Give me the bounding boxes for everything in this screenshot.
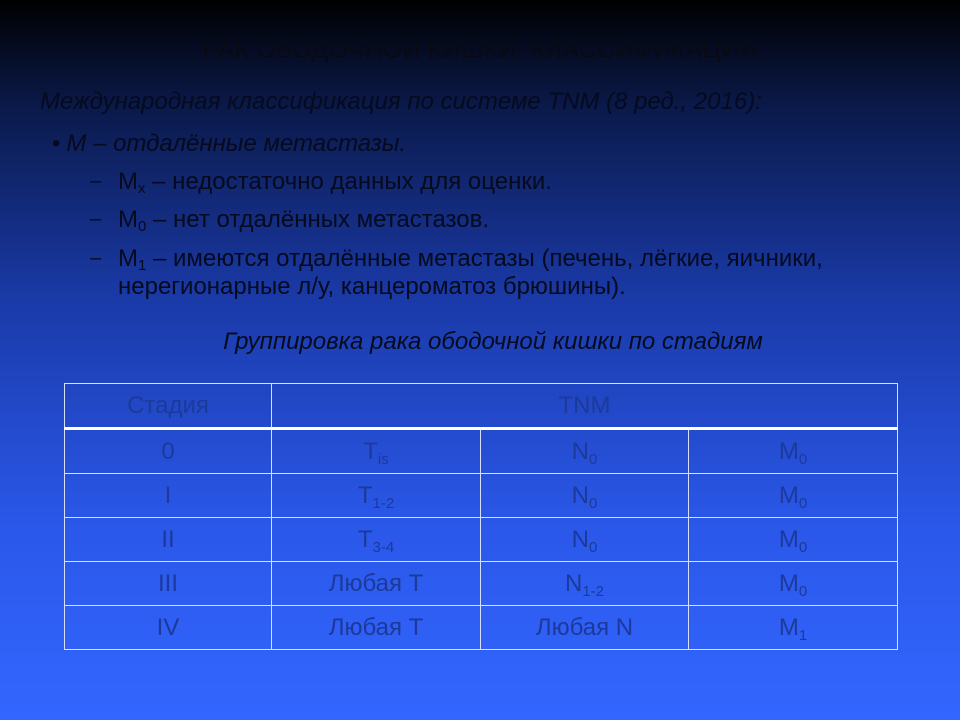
n-cell: $N_{1-2}$ (481, 562, 689, 606)
t-cell: Любая T (272, 606, 481, 650)
category-subscript: 0 (138, 218, 147, 236)
stage-cell: I (65, 474, 272, 518)
stage-cell: II (65, 518, 272, 562)
category-description: – имеются отдалённые метастазы (печень, лёгкие, яичники, нерегионарные л/у, канцероматоз брюшины). (118, 244, 823, 300)
table-header-row (65, 384, 898, 429)
staging-table (64, 383, 898, 650)
bullet-text: M – отдалённые метастазы. (66, 130, 407, 157)
category-subscript: x (138, 180, 146, 197)
t-cell: Любая T (272, 562, 481, 606)
n-cell: Любая N (481, 606, 689, 650)
staging-heading: Группировка рака ободочной кишки по стадиям (223, 328, 763, 355)
category-code: M (118, 168, 138, 195)
n-cell: $N_0$ (481, 518, 689, 562)
stage-cell: III (65, 562, 272, 606)
m-cell: $M_0$ (689, 518, 898, 562)
list-item (90, 206, 890, 234)
dash-marker: – (90, 170, 102, 192)
bullet-m (52, 130, 406, 158)
slide-title: РАК ОБОДОЧНОЙ КИШКИ. КЛАССИФИКАЦИЯ (202, 36, 758, 64)
t-cell: $T_{is}$ (272, 429, 481, 474)
classification-subtitle: Международная классификация по системе TNM (8 ред., 2016): (40, 88, 762, 115)
category-code: M (118, 244, 138, 272)
table-row (65, 518, 898, 562)
category-description: – недостаточно данных для оценки. (145, 168, 552, 195)
n-cell: $N_0$ (481, 474, 689, 518)
table-row (65, 606, 898, 650)
dash-marker: – (90, 246, 102, 269)
t-cell: $T_{3-4}$ (272, 518, 481, 562)
category-description: – нет отдалённых метастазов. (146, 206, 490, 234)
category-subscript: 1 (138, 256, 147, 274)
m-cell: $M_0$ (689, 562, 898, 606)
list-item (90, 168, 890, 196)
table-row (65, 429, 898, 474)
stage-cell: 0 (65, 429, 272, 474)
m-cell: $M_1$ (689, 606, 898, 650)
t-cell: $T_{1-2}$ (272, 474, 481, 518)
m-cell: $M_0$ (689, 429, 898, 474)
dash-marker: – (90, 208, 102, 231)
m-categories-list (90, 168, 890, 311)
n-cell: $N_0$ (481, 429, 689, 474)
list-item (90, 245, 890, 302)
bullet-marker: • (52, 130, 61, 157)
table-row (65, 474, 898, 518)
m-cell: $M_0$ (689, 474, 898, 518)
table-row (65, 562, 898, 606)
header-stage: Стадия (65, 384, 272, 429)
stage-cell: IV (65, 606, 272, 650)
category-code: M (118, 206, 138, 234)
header-tnm: TNM (272, 384, 898, 429)
